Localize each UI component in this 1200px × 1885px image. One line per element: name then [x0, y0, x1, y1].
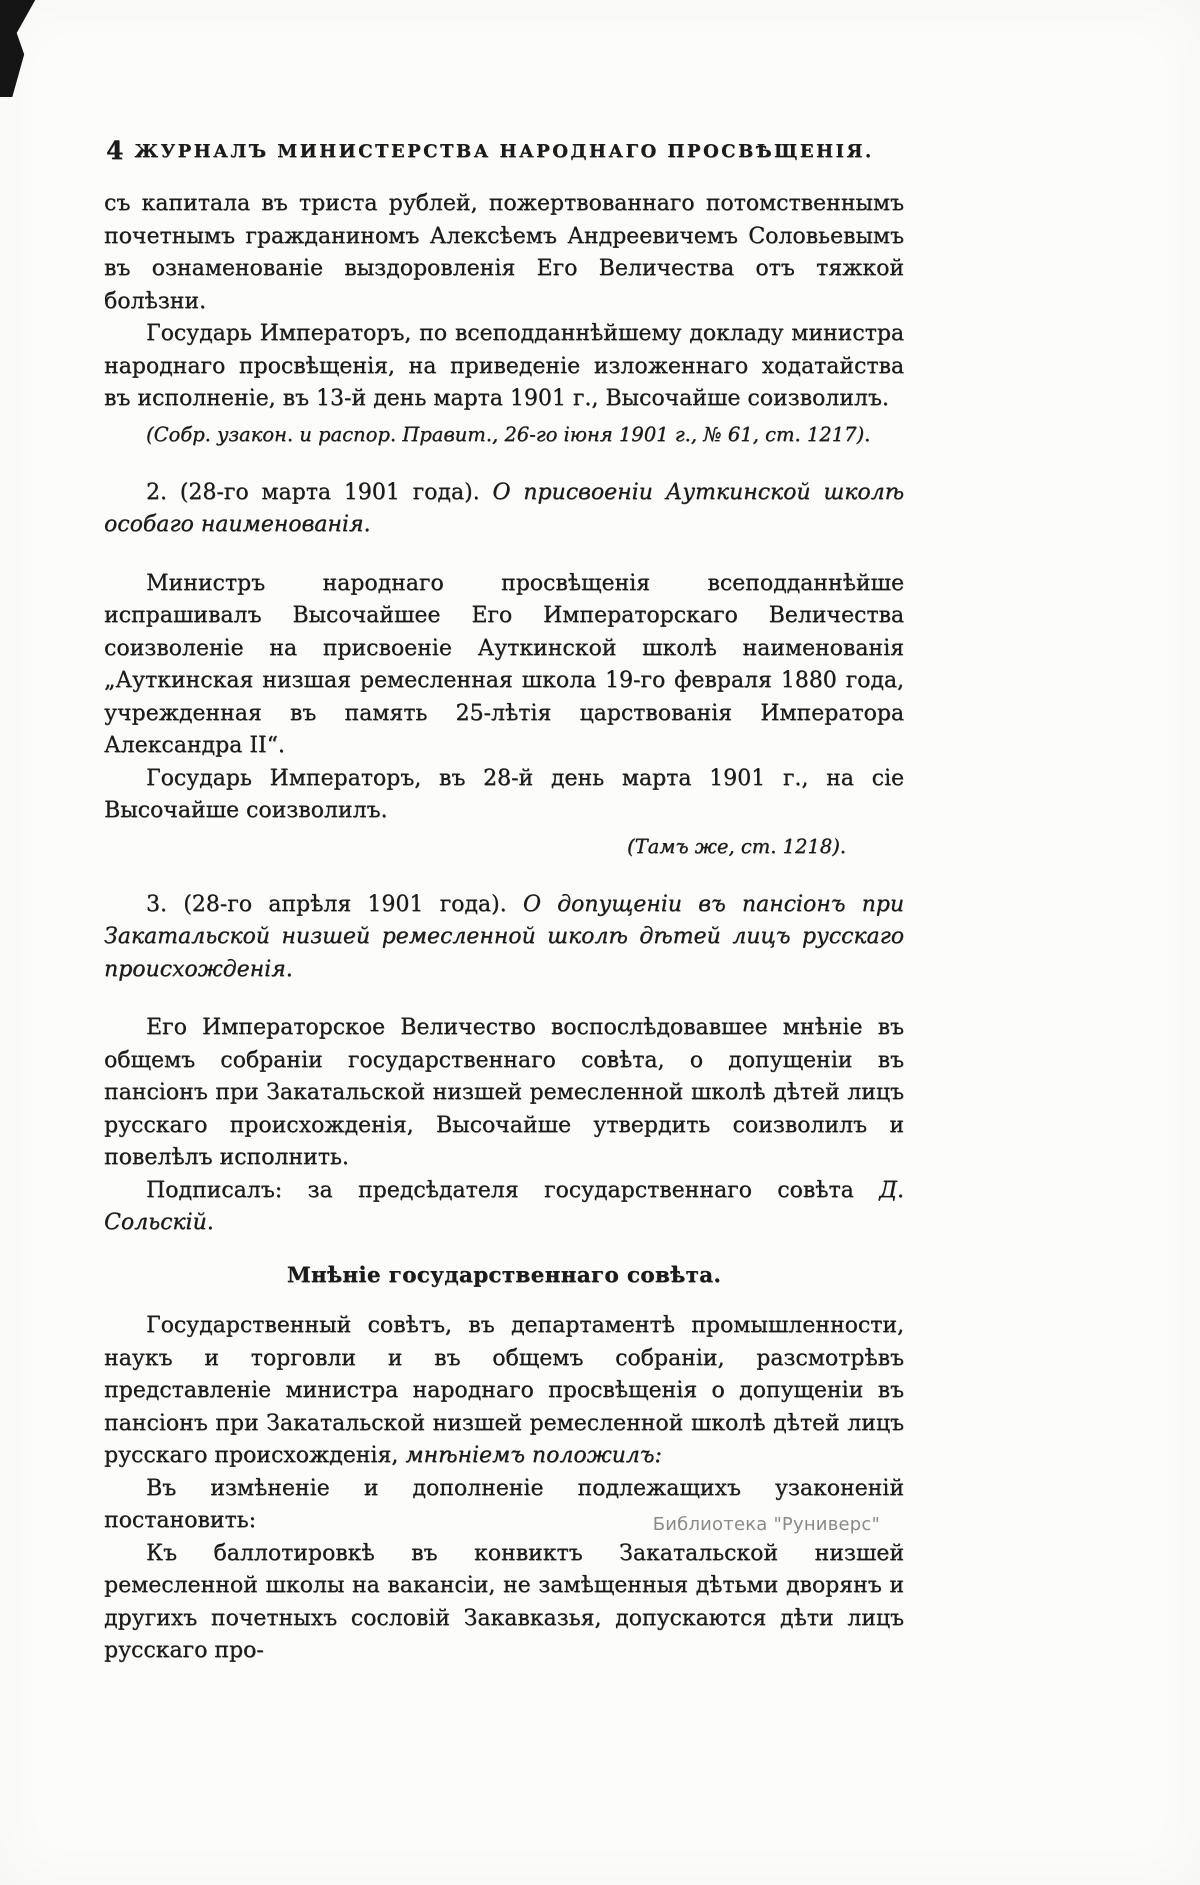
library-watermark: Библиотека "Руниверс" — [652, 1514, 880, 1535]
paragraph-ballotirovka: Къ баллотировкѣ въ конвиктъ Закатальской низшей ремесленной школы на вакансіи, не замѣщенныя дѣтьми дворянъ и другихъ почетныхъ сословій Закавказья, допускаются дѣти лицъ русскаго про- — [104, 1540, 904, 1663]
podpisal-text: Подписалъ: за предсѣдателя государственнаго совѣта — [146, 1177, 854, 1203]
page-number: 4 — [106, 136, 124, 165]
section-3-title: О допущеніи въ пансіонъ при Закатальской низшей ремесленной школѣ дѣтей лицъ русскаго происхожденія. — [104, 891, 904, 982]
page-header — [104, 136, 904, 170]
section-2-title: О присвоеніи Ауткинской школѣ особаго наименованія. — [104, 479, 904, 537]
section-3-number-date: 3. (28-го апрѣля 1901 года). — [146, 891, 507, 917]
scan-corner-artifact — [0, 0, 44, 97]
paragraph-podpisal — [104, 1175, 904, 1240]
sovet-text: Государственный совѣтъ, въ департаментѣ промышленности, наукъ и торговли и въ общемъ собраніи, разсмотрѣвъ представленіе министра народнаго просвѣщенія о допущеніи въ пансіонъ при Закатальской низшей ремесленной школѣ дѣтей лицъ русскаго происхожденія, — [104, 1313, 904, 1468]
running-title: ЖУРНАЛЪ МИНИСТЕРСТВА НАРОДНАГО ПРОСВѢЩЕНІЯ. — [134, 141, 874, 162]
paragraph-sovet — [104, 1310, 904, 1473]
citation-tamzhe: (Тамъ же, ст. 1218). — [627, 834, 846, 858]
paragraph-soizvolil: Государь Императоръ, въ 28-й день марта 1901 г., на сіе Высочайше соизволилъ. — [104, 765, 904, 823]
section-heading-3 — [104, 889, 904, 987]
paragraph-capital: съ капитала въ триста рублей, пожертвованнаго потомственнымъ почетнымъ гражданиномъ Алексѣемъ Андреевичемъ Соловьевымъ въ ознаменованіе выздоровленія Его Величества отъ тяжкой болѣзни. — [104, 191, 904, 314]
opinion-heading: Мнѣніе государственнаго совѣта. — [286, 1262, 722, 1288]
paragraph-mnenie: Его Императорское Величество воспослѣдовавшее мнѣніе въ общемъ собраніи государственнаго совѣта, о допущеніи въ пансіонъ при Закатальской низшей ремесленной школѣ дѣтей лицъ русскаго происхожденія, Высочайше утвердить соизволилъ и повелѣлъ исполнить. — [104, 1015, 904, 1170]
section-heading-2 — [104, 477, 904, 542]
paragraph-ministr: Министръ народнаго просвѣщенія всеподданнѣйше испрашивалъ Высочайшее Его Императорскаго Величества соизволеніе на присвоеніе Ауткинской школѣ наименованія „Ауткинская низшая ремесленная школа 19-го февраля 1880 года, учрежденная въ память 25-лѣтія царствованія Императора Александра II“. — [104, 570, 904, 758]
citation-sobranie: (Собр. узакон. и распор. Правит., 26-го іюня 1901 г., № 61, ст. 1217). — [146, 422, 871, 446]
signature-solsky: Д. Сольскій. — [104, 1177, 904, 1235]
section-2-number-date: 2. (28-го марта 1901 года). — [146, 479, 480, 505]
paragraph-doklad: Государь Императоръ, по всеподданнѣйшему докладу министра народнаго просвѣщенія, на приведеніе изложеннаго ходатайства въ исполненіе, въ 13-й день марта 1901 г., Высочайше соизволилъ. — [104, 321, 904, 411]
page-body — [104, 188, 904, 1668]
paragraph-izmenenie: Въ измѣненіе и дополненіе подлежащихъ узаконеній постановить: — [104, 1475, 904, 1533]
sovet-resolution: мнѣніемъ положилъ: — [405, 1443, 662, 1468]
